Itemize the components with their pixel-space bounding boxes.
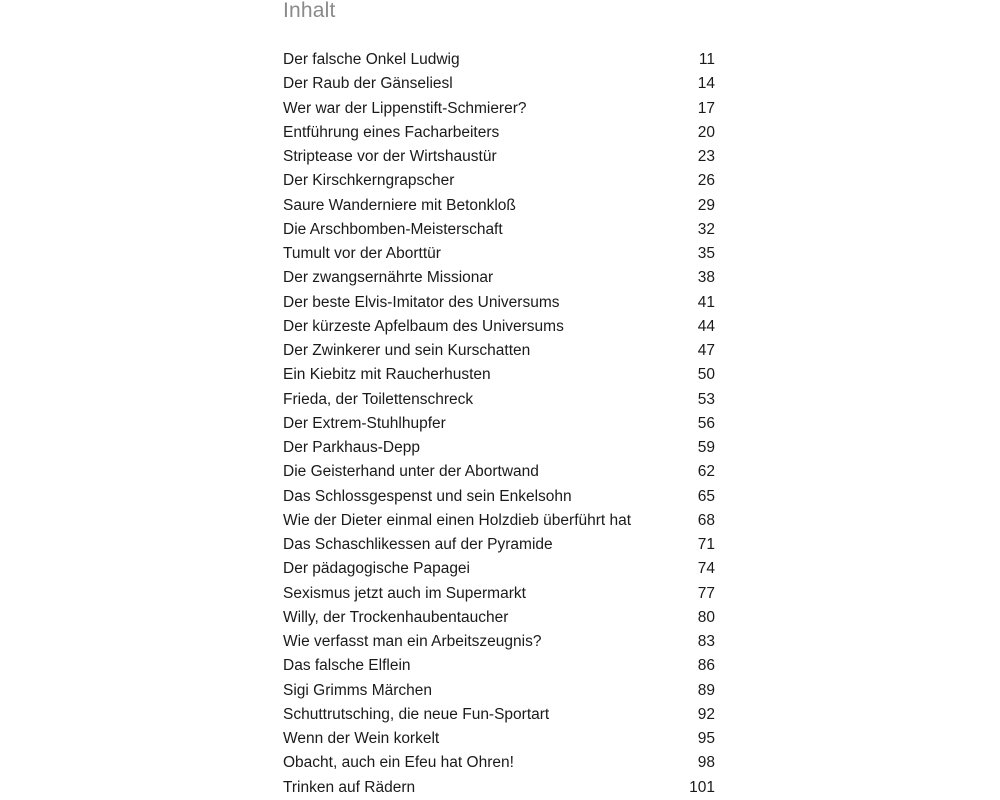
toc-entry-title: Wer war der Lippenstift-Schmierer? — [283, 99, 527, 117]
toc-entry-title: Wie verfasst man ein Arbeitszeugnis? — [283, 633, 542, 650]
toc-entry — [283, 460, 715, 484]
toc-entry-title: Die Arschbomben-Meisterschaft — [283, 220, 503, 238]
toc-entry-page: 101 — [689, 778, 715, 796]
toc-entry — [283, 72, 715, 96]
toc-entry-title: Frieda, der Toilettenschreck — [283, 390, 474, 408]
toc-entry — [283, 654, 715, 678]
toc-entry — [283, 727, 715, 751]
toc-entry-title: Trinken auf Rädern — [283, 778, 416, 796]
toc-entry-page: 23 — [697, 148, 715, 165]
toc-entry-page: 53 — [697, 390, 715, 408]
toc-entry-page: 32 — [697, 220, 715, 238]
toc-entry-title: Der Kirschkerngrapscher — [283, 172, 455, 190]
toc-entry-page: 20 — [697, 123, 715, 141]
toc-entry-page: 77 — [697, 584, 715, 602]
toc-entry — [283, 97, 715, 121]
toc-entry-title: Die Geisterhand unter der Abortwand — [283, 463, 539, 481]
toc-entry — [283, 606, 715, 630]
toc-entry-title: Tumult vor der Aborttür — [283, 245, 441, 262]
toc-entry — [283, 194, 715, 218]
toc-entry — [283, 266, 715, 290]
toc-entry-page: 41 — [697, 293, 715, 311]
toc-entry-page: 98 — [697, 754, 715, 772]
toc-entry — [283, 533, 715, 557]
toc-entry-page: 59 — [697, 439, 715, 456]
toc-entry-page: 86 — [697, 657, 715, 675]
toc-entry-page: 71 — [697, 536, 715, 553]
toc-entry-title: Saure Wanderniere mit Betonkloß — [283, 196, 516, 214]
toc-entry-page: 38 — [697, 269, 715, 287]
toc-entry-title: Das falsche Elflein — [283, 657, 411, 675]
toc-entry-page: 56 — [697, 414, 715, 432]
toc-entry — [283, 436, 715, 460]
toc-entry-title: Der Extrem-Stuhlhupfer — [283, 414, 446, 432]
toc-entry-title: Der Zwinkerer und sein Kurschatten — [283, 342, 531, 359]
toc-entry-page: 11 — [698, 51, 715, 68]
toc-entry-title: Der beste Elvis-Imitator des Universums — [283, 293, 560, 311]
toc-entry-title: Ein Kiebitz mit Raucherhusten — [283, 366, 491, 384]
toc-entry — [283, 315, 715, 339]
toc-entry-page: 68 — [697, 511, 715, 529]
toc-entry-title: Willy, der Trockenhaubentaucher — [283, 608, 509, 626]
toc-entry — [283, 509, 715, 533]
toc-entry — [283, 485, 715, 509]
toc-entry-page: 50 — [697, 366, 715, 384]
toc-entry — [283, 412, 715, 436]
toc-entry — [283, 557, 715, 581]
toc-entry — [283, 218, 715, 242]
toc-entry — [283, 679, 715, 703]
toc-entry-page: 89 — [697, 681, 715, 699]
toc-entry-page: 14 — [697, 75, 715, 93]
toc-entry-page: 65 — [697, 487, 715, 505]
toc-entry-title: Das Schaschlikessen auf der Pyramide — [283, 536, 553, 553]
toc-entry-page: 47 — [697, 342, 715, 359]
toc-entry — [283, 291, 715, 315]
toc-entry — [283, 363, 715, 387]
toc-entry-page: 29 — [697, 196, 715, 214]
toc-entry-title: Schuttrutsching, die neue Fun-Sportart — [283, 705, 550, 723]
toc-entry — [283, 582, 715, 606]
toc-entry-title: Der zwangsernährte Missionar — [283, 269, 494, 287]
toc-entry-title: Entführung eines Facharbeiters — [283, 123, 500, 141]
toc-entry-page: 92 — [697, 705, 715, 723]
toc-entry — [283, 121, 715, 145]
toc-entry-page: 62 — [697, 463, 715, 481]
toc-entry-page: 80 — [697, 608, 715, 626]
toc-entry — [283, 145, 715, 169]
toc-entry — [283, 776, 715, 800]
toc-entry-title: Striptease vor der Wirtshaustür — [283, 148, 497, 165]
toc-entry-title: Wie der Dieter einmal einen Holzdieb überführt hat — [283, 511, 632, 529]
toc-entry-page: 17 — [697, 99, 715, 117]
toc-entry-title: Der Raub der Gänseliesl — [283, 75, 453, 93]
toc-entry-title: Der pädagogische Papagei — [283, 560, 470, 578]
toc-entry-page: 74 — [697, 560, 715, 578]
toc-entry — [283, 388, 715, 412]
toc-entry-title: Das Schlossgespenst und sein Enkelsohn — [283, 487, 572, 505]
toc-entry — [283, 339, 715, 363]
toc-entry — [283, 242, 715, 266]
toc-entry-page: 83 — [697, 633, 715, 650]
toc-entry — [283, 48, 715, 72]
toc-entry — [283, 630, 715, 654]
toc-entry-page: 44 — [697, 317, 715, 335]
toc-entry-title: Obacht, auch ein Efeu hat Ohren! — [283, 754, 514, 772]
toc-entry-title: Der falsche Onkel Ludwig — [283, 51, 460, 68]
toc-entry-title: Sigi Grimms Märchen — [283, 681, 432, 699]
toc-entry-title: Der Parkhaus-Depp — [283, 439, 420, 456]
toc-entry — [283, 751, 715, 775]
page-title: Inhalt — [283, 0, 336, 22]
toc-entry-title: Sexismus jetzt auch im Supermarkt — [283, 584, 526, 602]
toc-entry-page: 35 — [697, 245, 715, 262]
toc-entry-page: 95 — [697, 730, 715, 747]
toc-entry-page: 26 — [697, 172, 715, 190]
toc-entry — [283, 169, 715, 193]
table-of-contents — [283, 48, 715, 800]
book-page — [283, 0, 715, 800]
toc-entry-title: Wenn der Wein korkelt — [283, 730, 440, 747]
toc-entry-title: Der kürzeste Apfelbaum des Universums — [283, 317, 564, 335]
toc-entry — [283, 703, 715, 727]
